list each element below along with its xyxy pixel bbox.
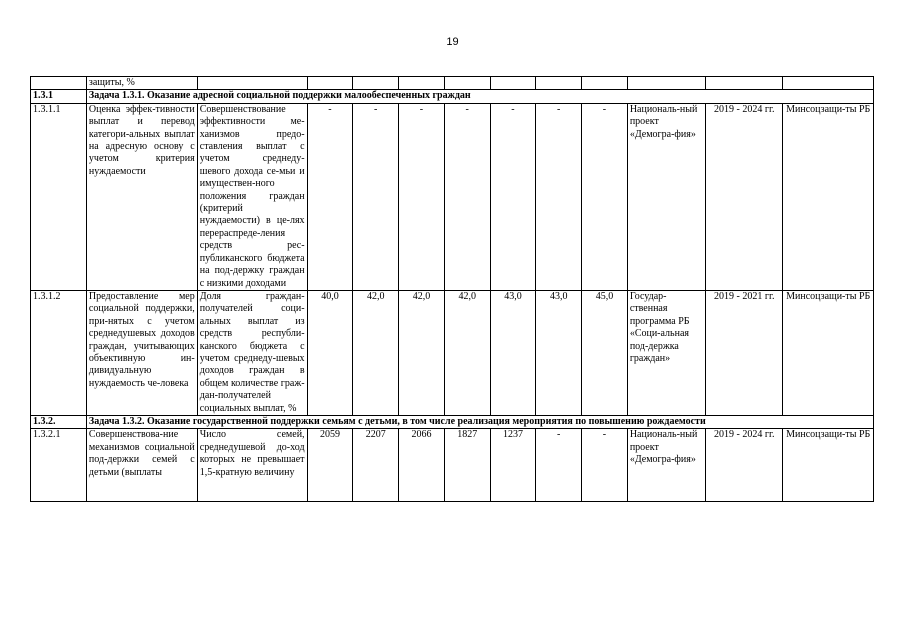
value-cell: 42,0 [353, 290, 399, 415]
value-cell: - [307, 103, 353, 290]
value-cell: 42,0 [444, 290, 490, 415]
section-header-row [31, 90, 874, 103]
value-cell: 40,0 [307, 290, 353, 415]
executor-cell: Минсоцзащи-ты РБ [783, 429, 874, 502]
value-cell: - [399, 103, 445, 290]
section-header-row [31, 415, 874, 428]
measures-table [30, 76, 874, 502]
table-row [31, 77, 874, 90]
value-cell: 2207 [353, 429, 399, 502]
value-cell: - [536, 103, 582, 290]
value-cell: 2059 [307, 429, 353, 502]
period-cell: 2019 - 2021 гг. [706, 290, 783, 415]
program-cell: Государ-ственная программа РБ «Соци-альная под-держка граждан» [627, 290, 705, 415]
value-cell: 1237 [490, 429, 536, 502]
indicator-cell: Совершенствование эффективности ме-ханизмов предо-ставления выплат с учетом среднеду-шевого дохода се-мьи и имуществен-ного положения граждан (критерий нуждаемости) в це-лях перераспреде-ления средств рес-публиканского бюджета на под-держку граждан с низкими доходами [197, 103, 307, 290]
page-number: 19 [446, 36, 459, 48]
value-cell: 42,0 [399, 290, 445, 415]
value-cell: 45,0 [582, 290, 628, 415]
measure-cell: Совершенствова-ние механизмов социальной под-держки семей с детьми (выплаты [86, 429, 197, 502]
measure-cell: Оценка эффек-тивности выплат и перевод категори-альных выплат на адресную основу с учетом критерия нуждаемости [86, 103, 197, 290]
value-cell: - [582, 103, 628, 290]
value-cell: - [582, 429, 628, 502]
value-cell: - [490, 103, 536, 290]
row-number: 1.3.1.2 [31, 290, 87, 415]
section-title: Задача 1.3.1. Оказание адресной социальной поддержки малообеспеченных граждан [86, 90, 873, 103]
indicator-unit-cell: защиты, % [86, 77, 197, 90]
value-cell: - [444, 103, 490, 290]
value-cell: 1827 [444, 429, 490, 502]
row-number: 1.3.2.1 [31, 429, 87, 502]
executor-cell: Минсоцзащи-ты РБ [783, 290, 874, 415]
table-row [31, 290, 874, 415]
table-row [31, 103, 874, 290]
program-cell: Националь-ный проект «Демогра-фия» [627, 429, 705, 502]
value-cell: 43,0 [536, 290, 582, 415]
row-number: 1.3.1.1 [31, 103, 87, 290]
indicator-cell: Доля граждан-получателей соци-альных выплат из средств республи-канского бюджета с учетом среднеду-шевых доходов граждан в общем количестве граж-дан-получателей социальных выплат, % [197, 290, 307, 415]
section-title: Задача 1.3.2. Оказание государственной поддержки семьям с детьми, в том числе реализация мероприятия по повышению рождаемости [86, 415, 873, 428]
table-row [31, 429, 874, 502]
section-number: 1.3.2. [31, 415, 87, 428]
program-cell: Националь-ный проект «Демогра-фия» [627, 103, 705, 290]
period-cell: 2019 - 2024 гг. [706, 103, 783, 290]
measure-cell: Предоставление мер социальной поддержки, при-нятых с учетом среднедушевых доходов граждан, учитывающих объективную ин-дивидуальную нуждаемость че-ловека [86, 290, 197, 415]
value-cell: 43,0 [490, 290, 536, 415]
indicator-cell: Число семей, среднедушевой до-ход которых не превышает 1,5-кратную величину [197, 429, 307, 502]
section-number: 1.3.1 [31, 90, 87, 103]
executor-cell: Минсоцзащи-ты РБ [783, 103, 874, 290]
value-cell: - [353, 103, 399, 290]
value-cell: 2066 [399, 429, 445, 502]
period-cell: 2019 - 2024 гг. [706, 429, 783, 502]
value-cell: - [536, 429, 582, 502]
